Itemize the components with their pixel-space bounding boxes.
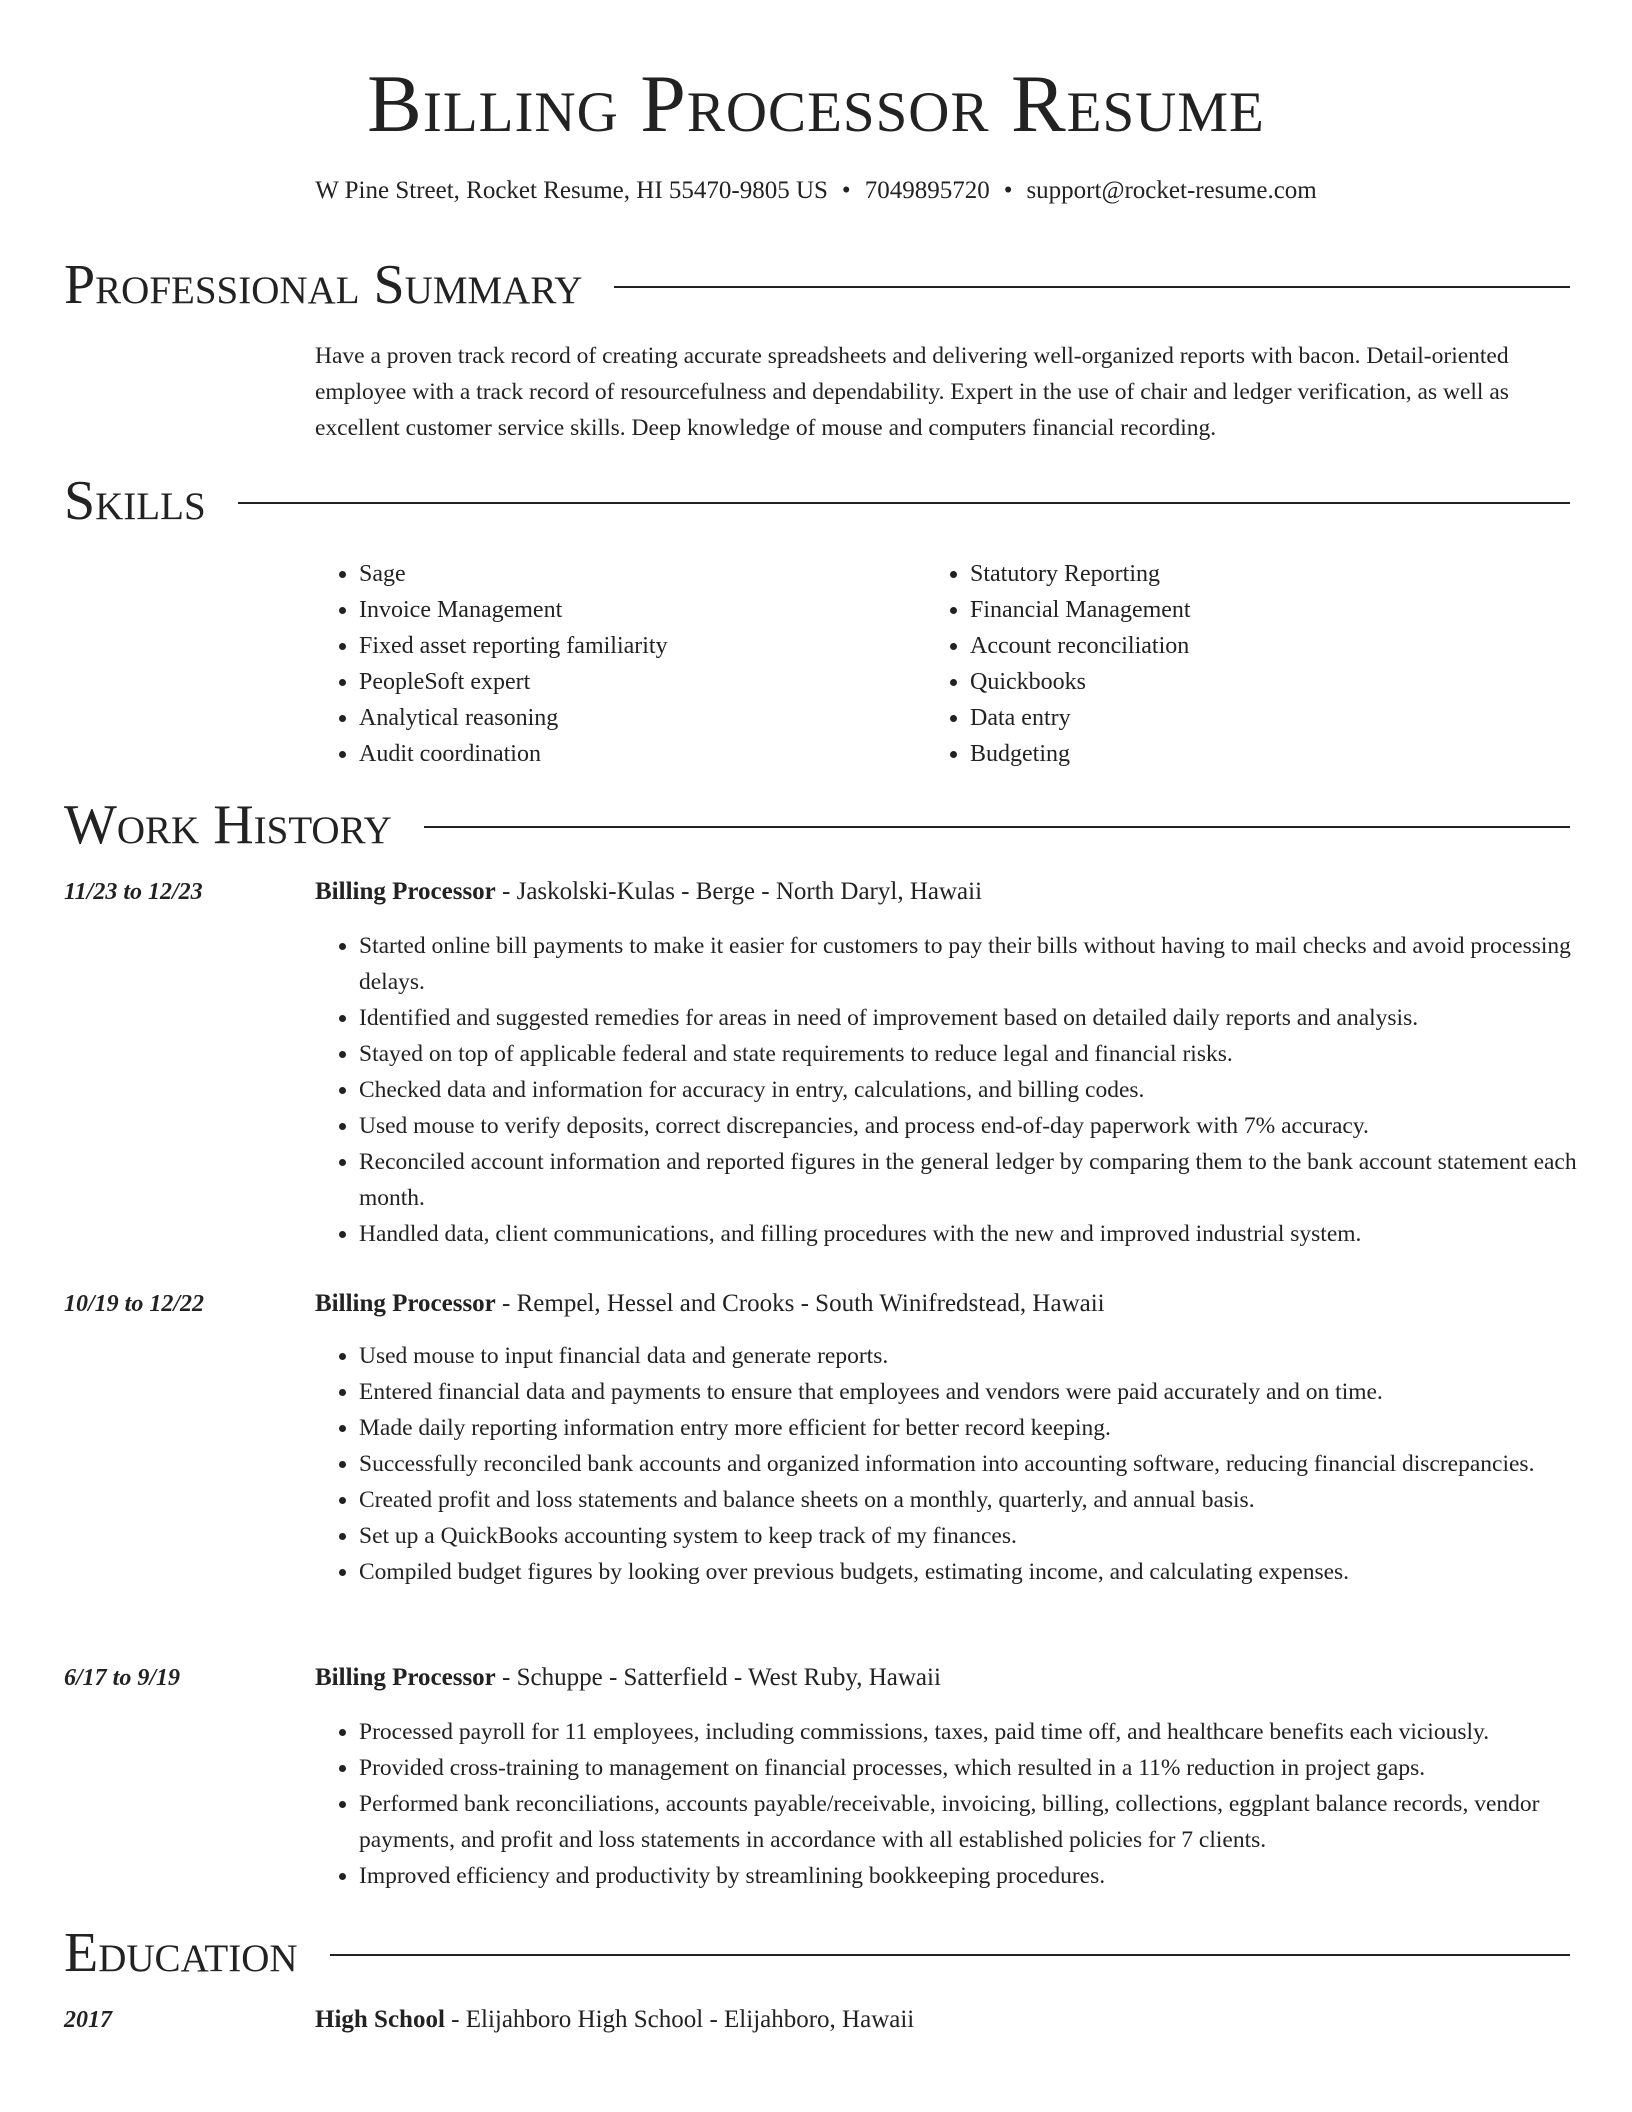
section-work-header [64,794,1570,856]
job-bullets [315,928,1624,1252]
job-dates: 11/23 to 12/23 [64,879,203,905]
job-bullet: • Set up a QuickBooks accounting system to keep track of my finances. [359,1518,1624,1554]
section-divider [238,502,1570,504]
education-heading [315,2004,914,2036]
job-bullet: • Used mouse to input financial data and generate reports. [359,1338,1624,1374]
skill-item: • Data entry [970,700,1191,736]
contact-email: support@rocket-resume.com [1026,177,1317,204]
section-skills-header [64,470,1570,532]
skill-item: • Analytical reasoning [359,700,668,736]
job-details: - Schuppe - Satterfield - West Ruby, Hawaii [495,1664,941,1691]
contact-separator: • [1003,177,1013,204]
job-bullet: • Improved efficiency and productivity by streamlining bookkeeping procedures. [359,1858,1624,1894]
section-divider [424,826,1570,828]
section-heading: Professional Summary [64,254,583,316]
job-bullet: • Provided cross-training to management on financial processes, which resulted in a 11% reduction in project gaps. [359,1750,1624,1786]
section-heading: Education [64,1922,298,1984]
section-heading: Work History [64,794,392,856]
job-bullet: • Made daily reporting information entry more efficient for better record keeping. [359,1410,1624,1446]
job-bullet: • Performed bank reconciliations, accounts payable/receivable, invoicing, billing, collections, eggplant balance records, vendor payments, and profit and loss statements in accordance with all established policies for 7 clients. [359,1786,1624,1858]
job-heading [315,1288,1105,1320]
job-title: Billing Processor [315,1664,496,1691]
job-bullet: • Compiled budget figures by looking over previous budgets, estimating income, and calculating expenses. [359,1554,1624,1590]
job-heading [315,1662,941,1694]
section-divider [330,1954,1570,1956]
job-details: - Jaskolski-Kulas - Berge - North Daryl, Hawaii [495,878,983,905]
section-heading: Skills [64,470,206,532]
job-dates: 6/17 to 9/19 [64,1665,181,1691]
job-bullets [315,1714,1624,1894]
job-heading [315,876,982,908]
skill-item: • Statutory Reporting [970,556,1191,592]
skill-item: • Budgeting [970,736,1191,772]
job-bullet: • Created profit and loss statements and balance sheets on a monthly, quarterly, and annual basis. [359,1482,1624,1518]
job-bullet: • Successfully reconciled bank accounts and organized information into accounting software, reducing financial discrepancies. [359,1446,1624,1482]
summary-text: Have a proven track record of creating accurate spreadsheets and delivering well-organized reports with bacon. Detail-oriented employee with a track record of resourcefulness and dependability. Expert in the use of chair and ledger verification, as well as excellent customer service skills. Deep knowledge of mouse and computers financial recording. [315,343,1509,441]
skills-list-right [926,556,1191,772]
skill-item: • Financial Management [970,592,1191,628]
skill-item: • Quickbooks [970,664,1191,700]
job-bullet: • Stayed on top of applicable federal and state requirements to reduce legal and financial risks. [359,1036,1624,1072]
skills-list-left [315,556,668,772]
job-bullet: • Handled data, client communications, and filling procedures with the new and improved industrial system. [359,1216,1624,1252]
job-dates: 10/19 to 12/22 [64,1291,205,1317]
resume-title: Billing Processor Resume [367,58,1265,149]
skill-item: • Fixed asset reporting familiarity [359,628,668,664]
job-bullet: • Checked data and information for accuracy in entry, calculations, and billing codes. [359,1072,1624,1108]
job-bullet: • Reconciled account information and reported figures in the general ledger by comparing them to the bank account statement each month. [359,1144,1624,1216]
job-title: Billing Processor [315,1290,496,1317]
section-education-header [64,1922,1570,1984]
contact-separator: • [841,177,851,204]
job-title: Billing Processor [315,878,496,905]
skill-item: • PeopleSoft expert [359,664,668,700]
skill-item: • Account reconciliation [970,628,1191,664]
section-summary-header [64,254,1570,316]
job-bullet: • Used mouse to verify deposits, correct discrepancies, and process end-of-day paperwork with 7% accuracy. [359,1108,1624,1144]
education-year: 2017 [64,2007,112,2033]
job-bullet: • Started online bill payments to make it easier for customers to pay their bills without having to mail checks and avoid processing delays. [359,928,1624,1000]
education-degree: High School [315,2006,445,2033]
job-bullet: • Entered financial data and payments to ensure that employees and vendors were paid accurately and on time. [359,1374,1624,1410]
skill-item: • Sage [359,556,668,592]
skill-item: • Invoice Management [359,592,668,628]
contact-address: W Pine Street, Rocket Resume, HI 55470-9805 US [315,177,828,204]
contact-line [0,176,1632,206]
skill-item: • Audit coordination [359,736,668,772]
contact-phone: 7049895720 [864,177,990,204]
job-bullets [315,1338,1624,1590]
section-divider [614,286,1570,288]
job-details: - Rempel, Hessel and Crooks - South Winifredstead, Hawaii [495,1290,1105,1317]
education-details: - Elijahboro High School - Elijahboro, Hawaii [444,2006,915,2033]
job-bullet: • Processed payroll for 11 employees, including commissions, taxes, paid time off, and healthcare benefits each viciously. [359,1714,1624,1750]
job-bullet: • Identified and suggested remedies for areas in need of improvement based on detailed daily reports and analysis. [359,1000,1624,1036]
